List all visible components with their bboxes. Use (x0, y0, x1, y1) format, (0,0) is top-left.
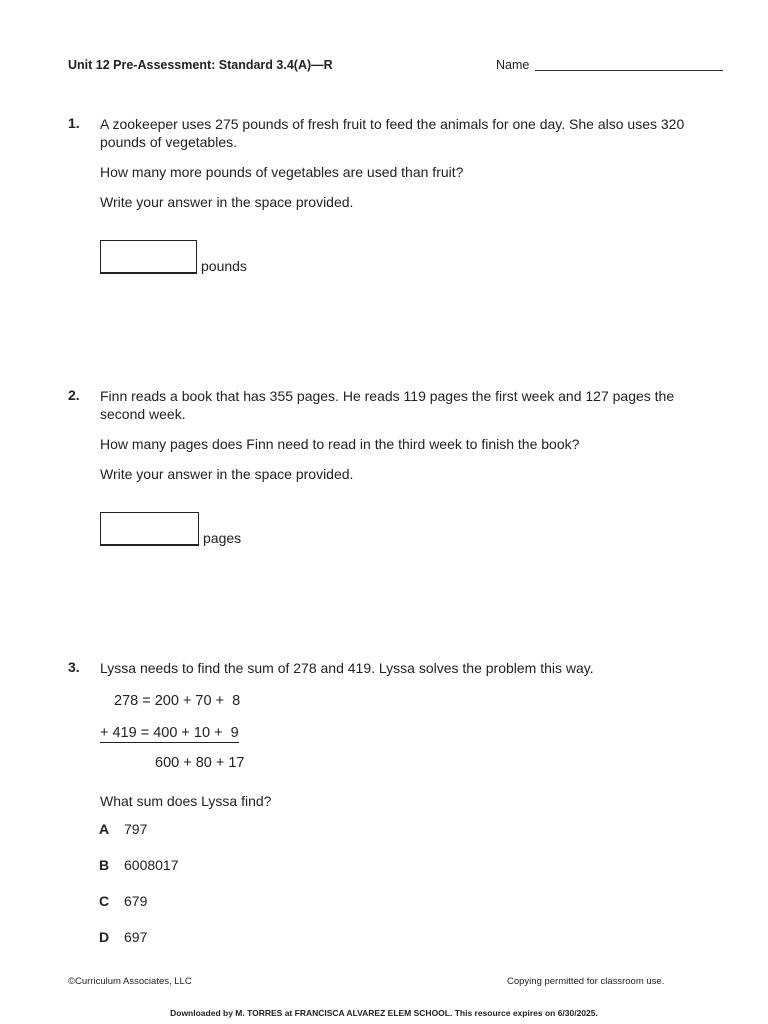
copying-notice: Copying permitted for classroom use. (507, 976, 665, 987)
option-d-letter: D (99, 929, 110, 945)
question-2-instruction: Write your answer in the space provided. (100, 466, 354, 482)
option-c-value: 679 (124, 893, 148, 909)
copyright-notice: ©Curriculum Associates, LLC (68, 976, 192, 987)
question-3-number: 3. (68, 659, 80, 675)
work-line-3: 600 + 80 + 17 (155, 755, 245, 771)
question-3-prompt: What sum does Lyssa find? (100, 793, 272, 809)
question-2-text: Finn reads a book that has 355 pages. He reads 119 pages the first week and 127 pages the second week. (100, 388, 675, 422)
work-line-1: 278 = 200 + 70 + 8 (114, 693, 241, 709)
work-line-2: + 419 = 400 + 10 + 9 (100, 725, 239, 741)
option-a-letter: A (99, 821, 110, 837)
option-b-letter: B (99, 857, 110, 873)
download-notice: Downloaded by M. TORRES at FRANCISCA ALVAREZ ELEM SCHOOL. This resource expires on 6/30/2025. (170, 1008, 598, 1018)
option-c-letter: C (99, 893, 110, 909)
option-d-value: 697 (124, 929, 148, 945)
option-a-value: 797 (124, 821, 148, 837)
question-1-text: A zookeeper uses 275 pounds of fresh fruit to feed the animals for one day. She also uses 320 pounds of vegetables. (100, 116, 685, 150)
question-2-number: 2. (68, 387, 80, 403)
page-title: Unit 12 Pre-Assessment: Standard 3.4(A)—R (68, 58, 333, 72)
question-1-prompt: How many more pounds of vegetables are used than fruit? (100, 164, 464, 180)
question-2-answer-box[interactable] (100, 512, 199, 546)
question-2-answer-unit: pages (203, 530, 242, 546)
question-1-number: 1. (68, 115, 80, 131)
option-b-value: 6008017 (124, 857, 179, 873)
question-3-text: Lyssa needs to find the sum of 278 and 419. Lyssa solves the problem this way. (100, 660, 594, 676)
name-blank-line[interactable] (535, 70, 723, 71)
question-1-instruction: Write your answer in the space provided. (100, 194, 354, 210)
question-2-prompt: How many pages does Finn need to read in the third week to finish the book? (100, 436, 580, 452)
question-1-answer-unit: pounds (201, 258, 247, 274)
name-label: Name (496, 58, 530, 72)
question-1-answer-box[interactable] (100, 240, 197, 274)
